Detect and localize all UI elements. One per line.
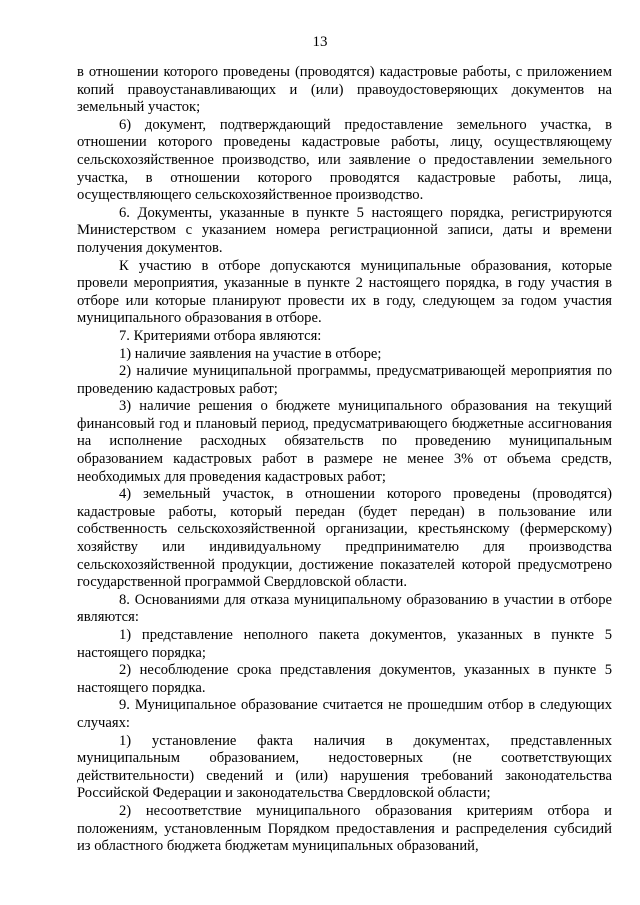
paragraph: 2) наличие муниципальной программы, предусматривающей мероприятия по проведению кадастровых работ; [77, 363, 612, 397]
paragraph: 3) наличие решения о бюджете муниципального образования на текущий финансовый год и плановый период, предусматривающего бюджетные ассигнования на исполнение расходных обязательств по проведению муниципальным образованием кадастровых работ в размере не менее 3% от объема средств, необходимых для проведения кадастровых работ; [77, 398, 612, 485]
document-body [77, 64, 612, 856]
page-number: 13 [312, 34, 328, 50]
paragraph: 1) наличие заявления на участие в отборе; [119, 345, 382, 362]
paragraph: К участию в отборе допускаются муниципальные образования, которые провели мероприятия, указанные в пункте 2 настоящего порядка, в году участия в отборе или которые планируют провести их в году, следующем за годом участия муниципального образования в отборе. [77, 257, 612, 327]
paragraph: 2) несоблюдение срока представления документов, указанных в пункте 5 настоящего порядка. [77, 662, 612, 696]
paragraph: 9. Муниципальное образование считается не прошедшим отбор в следующих случаях: [77, 697, 612, 731]
paragraph: 8. Основаниями для отказа муниципальному образованию в участии в отборе являются: [77, 591, 612, 626]
paragraph: 2) несоответствие муниципального образования критериям отбора и положениям, установленным Порядком предоставления и распределения субсидий из областного бюджета бюджетам муниципальных образований, [77, 802, 612, 855]
paragraph: 1) представление неполного пакета документов, указанных в пункте 5 настоящего порядка; [77, 627, 612, 661]
paragraph: в отношении которого проведены (проводятся) кадастровые работы, с приложением копий правоустанавливающих и (или) правоудостоверяющих документов на земельный участок; [77, 64, 612, 116]
paragraph: 4) земельный участок, в отношении которого проведены (проводятся) кадастровые работы, который передан (будет передан) в пользование или собственность сельскохозяйственной организации, крестьянскому (фермерскому) хозяйству или индивидуальному предпринимателю для производства сельскохозяйственной продукции, достижение показателей которой предусмотрено государственной программой Свердловской области. [77, 486, 612, 591]
paragraph: 6) документ, подтверждающий предоставление земельного участка, в отношении которого проведены кадастровые работы, лицу, осуществляющему сельскохозяйственное производство, или заявление о предоставлении земельного участка, в отношении которого проводятся кадастровые работы, лица, осуществляющего сельскохозяйственное производство. [77, 116, 612, 204]
paragraph: 7. Критериями отбора являются: [119, 327, 322, 344]
paragraph: 6. Документы, указанные в пункте 5 настоящего порядка, регистрируются Министерством с указанием номера регистрационной записи, даты и времени получения документов. [77, 204, 612, 256]
paragraph: 1) установление факта наличия в документах, представленных муниципальным образованием, недостоверных (не соответствующих действительности) сведений и (или) нарушения требований законодательства Российской Федерации и законодательства Свердловской области; [77, 732, 612, 802]
